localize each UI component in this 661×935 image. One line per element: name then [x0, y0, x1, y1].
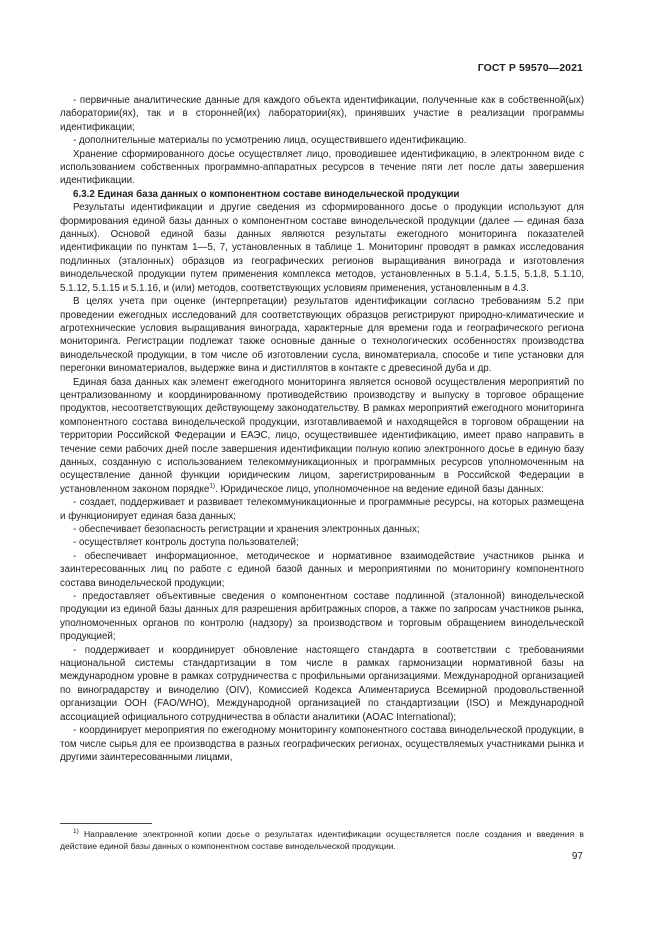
paragraph-interpretation: В целях учета при оценке (интерпретации) результатов идентификации согласно требованиям 5.2 при проведении ежегодных исследований для соответствующих образцов регистрируют природно-климатические и агротехнические условия выращивания винограда, характерные для времени года и географического региона мониторинга. Регистрации подлежат также основные данные о технологических особенностях производства винодельческой продукции, в том числе об изготовлении сусла, виноматериала, способе и типе установки для перегонки виноматериалов, выдержке вина и дистиллятов в контакте с древесиной дуба и др. [60, 296, 584, 375]
footnote-marker: 1) [73, 828, 79, 836]
list-item-interaction: - обеспечивает информационное, методическое и нормативное взаимодействие участников рынка и заинтересованных лиц по работе с единой базой данных и мероприятиями по мониторингу компонентного состава винодельческой продукции; [60, 550, 584, 589]
list-item-creates: - создает, поддерживает и развивает телекоммуникационные и программные ресурсы, на которых размещена и функционирует единая база данных; [60, 497, 584, 522]
paragraph-unified-database-tail: . Юридическое лицо, уполномоченное на ведение единой базы данных: [215, 483, 544, 495]
footnote [60, 829, 584, 853]
list-item-security: - обеспечивает безопасность регистрации и хранения электронных данных; [73, 524, 420, 535]
footnote-text: Направление электронной копии досье о результатах идентификации осуществляется после создания и введения в действие единой базы данных о компонентном составе винодельческой продукции. [60, 829, 584, 851]
list-item-provides-info: - предоставляет объективные сведения о компонентном составе подлинной (эталонной) винодельческой продукции из единой базы данных для разрешения арбитражных споров, а также по запросам участников рынка, уполномоченных органов по контролю (надзору) за производством и торговым обращением винодельческой продукцией; [60, 591, 584, 643]
list-item-access-control: - осуществляет контроль доступа пользователей; [73, 537, 299, 549]
footnote-separator [60, 823, 152, 824]
paragraph-dossier-storage: Хранение сформированного досье осуществляет лицо, проводившее идентификацию, в электронном виде с использованием собственных программно-аппаратных ресурсов в течение пяти лет после даты завершения идентификации. [60, 148, 584, 187]
standard-designation: ГОСТ Р 59570—2021 [477, 62, 583, 74]
page-number: 97 [571, 851, 583, 862]
document-body [60, 94, 584, 764]
footnote-reference[interactable]: 1) [209, 482, 216, 490]
paragraph-identification-results: Результаты идентификации и другие сведения из сформированного досье о продукции используют для формирования единой базы данных о компонентном составе винодельческой продукции (далее — единая база данных). Основой единой базы данных являются результаты ежегодного мониторинга показателей идентификации по пунктам 1—5, 7, установленных в таблице 1. Мониторинг проводят в рамках исследования подлинных (эталонных) образцов из географических регионов выращивания винограда и изготовления винодельческой продукции путем применения комплекса методов, установленных в 5.1.4, 5.1.5, 5.1.8, 5.1.10, 5.1.12, 5.1.15 и 5.1.16, и (или) методов, соответствующих условиям применения, установленным в 4.3. [60, 202, 584, 294]
paragraph-unified-database-text: Единая база данных как элемент ежегодного мониторинга является основой осуществления мероприятий по централизованному и координированному противодействию производству и выпуску в торговое обращение продуктов, несоответствующих действующему законодательству. В рамках мероприятий ежегодного мониторинга компонентного состава винодельческой продукции, изготавливаемой и находящейся в торговом обращении на территории Российской Федерации и ЕАЭС, лицо, осуществившее идентификацию, имеет право направить в течение семи рабочих дней после завершения идентификации полную копию электронного досье в единую базу данных, созданную с использованием телекоммуникационных и программных ресурсов уполномоченным на осуществление данной функции юридическим лицом, зарегистрированным в Российской Федерации в установленном законом порядке [60, 376, 584, 495]
list-item-standard-update: - поддерживает и координирует обновление настоящего стандарта в соответствии с требованиями национальной системы стандартизации в том числе в рамках гармонизации нормативной базы на международном уровне в рамках сотрудничества с профильными организациями. Международной организацией по виноградарству и виноделию (OIV), Комиссией Кодекса Алиментариуса Всемирной продовольственной организации ООН (FAO/WHO), Международной организацией по стандартизации (ISO) и Международной ассоциацией официального сотрудничества в области аналитики (AOAC International); [60, 644, 584, 723]
list-item-coordinates-monitoring: - координирует мероприятия по ежегодному мониторингу компонентного состава винодельческой продукции, в том числе сырья для ее производства в разных географических регионах, осуществляемых участниками рынка и другими заинтересованными лицами, [60, 725, 584, 763]
list-item-additional-materials: - дополнительные материалы по усмотрению лица, осуществившего идентификацию. [73, 135, 467, 147]
section-heading-6-3-2: 6.3.2 Единая база данных о компонентном составе винодельческой продукции [73, 188, 460, 200]
paragraph-unified-database [60, 376, 584, 497]
list-item-primary-data: - первичные аналитические данные для каждого объекта идентификации, полученные как в собственной(ых) лаборатории(ях), так и в сторонней(их) лаборатории(ях), принявших участие в реализации программы идентификации; [60, 95, 584, 133]
